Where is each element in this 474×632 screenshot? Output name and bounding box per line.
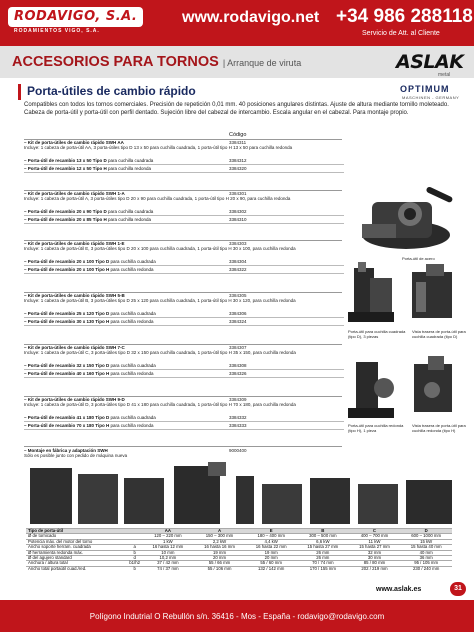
- table-row: [26, 566, 452, 571]
- phone-number[interactable]: +34 986 288118: [336, 6, 473, 27]
- header-cell: A: [194, 529, 246, 534]
- cell: 600 – 1000 mm: [400, 534, 452, 539]
- kit-code: 3384311: [229, 140, 247, 145]
- item-desc: para cuchilla redonda: [110, 267, 154, 272]
- cell: 150 – 300 mm: [194, 534, 246, 539]
- kit-name: – Kit de porta-útiles de cambio rápido SWH 9-D: [24, 397, 125, 402]
- item-desc: para cuchilla redonda: [110, 319, 154, 324]
- kit-entry: [24, 241, 344, 251]
- item-name: – Porta-útil de recambio 20 x 85 Tipo H: [24, 217, 107, 222]
- cell: 10,2 mm: [142, 556, 194, 561]
- item-desc: para cuchilla cuadrada: [110, 415, 156, 420]
- cell: Ø de tornicado: [26, 534, 127, 539]
- list-item: [24, 209, 344, 216]
- item-code: 3384322: [229, 267, 247, 272]
- optimum-logo-sub: MASCHINEN - GERMANY: [402, 95, 460, 100]
- item-desc: para cuchilla cuadrada: [107, 209, 154, 214]
- website-link[interactable]: www.rodavigo.net: [182, 9, 320, 26]
- divider: [24, 446, 342, 447]
- cell: 4,4 kW: [245, 539, 297, 544]
- service-label: Servicio de Att. al Cliente: [362, 30, 440, 37]
- steel-tool-post-image: [348, 180, 460, 256]
- header-cell: B: [297, 529, 349, 534]
- item-code: 3384333: [229, 423, 247, 428]
- item-desc: para cuchilla cuadrada: [110, 363, 156, 368]
- cell: Ancho total portaútil cuad./red.: [26, 566, 127, 571]
- aslak-url[interactable]: www.aslak.es: [376, 586, 422, 593]
- cell: b: [127, 566, 142, 571]
- kit-code: 3384309: [229, 397, 247, 402]
- kit-description: Incluye: 1 cabeza de porta-útil D, 3 porta-útiles tipo D 41 x 180 para cuchilla cuadrada, 1 porta-útil tipo H 70 x 180, para cuchilla redonda: [24, 402, 296, 408]
- cell: 15 hasta 40 mm: [400, 545, 452, 550]
- cell: Potencia máx. del motor del torno: [26, 539, 127, 544]
- cell: 180 – 400 mm: [245, 534, 297, 539]
- cell: Ancho soporte herram. cuadrada: [26, 545, 127, 550]
- round-holder-rear-image: [408, 356, 460, 422]
- caption-rear-h: Vista trasera de porta-útil para cuchilla redonda (tipo H): [412, 423, 466, 433]
- footer-address: Polígono Indutrial O Rebullón s/n. 36416 - Mos - España - rodavigo@rodavigo.com: [89, 612, 385, 621]
- section-title-text: ACCESORIOS PARA TORNOS: [12, 54, 219, 70]
- cell: 55 / 60 mm: [245, 561, 297, 566]
- cell: 16 hasta 12 mm: [142, 545, 194, 550]
- cell: 6,6 kW: [297, 539, 349, 544]
- cell: b1/h2: [129, 560, 141, 566]
- kit-name: – Kit de porta-útiles de cambio rápido SWH 7-C: [24, 345, 125, 350]
- cell: 120 – 220 mm: [142, 534, 194, 539]
- item-name: – Porta-útil de recambio 13 x 50 Tipo D: [24, 158, 107, 163]
- page-number: 31: [450, 582, 466, 596]
- kit-code: 3384307: [229, 345, 247, 350]
- aslak-logo: ASLAK: [396, 51, 464, 73]
- kit-entry: [24, 140, 344, 150]
- item-code: 3384320: [229, 166, 247, 171]
- item-desc: para cuchilla redonda: [107, 217, 151, 222]
- list-item: [24, 415, 344, 422]
- list-item: [24, 319, 344, 326]
- cell: 19 mm: [194, 550, 246, 555]
- cell: 19 mm: [245, 550, 297, 555]
- item-code: 3384308: [229, 363, 247, 368]
- cell: 74 / 37 mm: [142, 566, 194, 571]
- cell: 85 / 80 mm: [349, 561, 401, 566]
- footer-bar: [0, 600, 474, 632]
- list-item: [24, 423, 344, 430]
- logo-subtext: RODAMIENTOS VIGO, S.A.: [14, 28, 100, 34]
- header-cell: C: [349, 529, 401, 534]
- item-name: – Porta-útil de recambio 25 x 120 Tipo D: [24, 311, 110, 316]
- item-desc: para cuchilla cuadrada: [110, 311, 156, 316]
- header-bar: [0, 0, 474, 46]
- kit-entry: [24, 345, 344, 355]
- cell: 16 hasta 16 mm: [194, 545, 246, 550]
- list-item: [24, 267, 344, 274]
- kit-entry: [24, 191, 344, 201]
- item-name: – Porta-útil de recambio 20 x 100 Tipo D: [24, 259, 110, 264]
- cell: 1 kW: [142, 539, 194, 544]
- item-name: – Porta-útil de recambio 20 x 90 Tipo D: [24, 209, 107, 214]
- cell: 32 mm: [349, 550, 401, 555]
- mount-name: – Montaje en fábrica y adaptación SWH: [24, 448, 108, 453]
- aslak-logo-sub: metal: [438, 72, 451, 78]
- header-cell: AA: [142, 529, 194, 534]
- item-code: 3384310: [229, 217, 247, 222]
- cell: Anchura / altura total: [26, 561, 127, 566]
- item-desc: para cuchilla redonda: [110, 423, 154, 428]
- cell: 36 mm: [400, 556, 452, 561]
- list-item: [24, 371, 344, 378]
- list-item: [24, 259, 344, 266]
- cell: 20 mm: [245, 556, 297, 561]
- item-desc: para cuchilla cuadrada: [110, 259, 156, 264]
- cell: 40 mm: [400, 550, 452, 555]
- header-cell: Tipo de porta-útil: [26, 529, 127, 534]
- header-cell: D: [400, 529, 452, 534]
- mount-code: 9000400: [229, 448, 247, 453]
- cell: 2,2 kW: [194, 539, 246, 544]
- spec-table: [26, 528, 452, 571]
- item-code: 3384332: [229, 415, 247, 420]
- cell: 300 – 500 mm: [297, 534, 349, 539]
- kit-description: Incluye: 1 cabeza de porta-útil A, 3 porta-útiles tipo D 20 x 90 para cuchilla cuadrada, 1 porta-útil tipo H 20 x 90, para cuchilla redonda: [24, 196, 291, 202]
- square-holder-rear-image: [408, 262, 460, 328]
- cell: 15 kW: [400, 539, 452, 544]
- cell: 16 hasta 22 mm: [245, 545, 297, 550]
- item-code: 3384306: [229, 311, 247, 316]
- kit-entry: [24, 397, 344, 407]
- cell: 55 / 66 mm: [194, 561, 246, 566]
- optimum-logo: OPTIMUM: [400, 84, 450, 94]
- kit-description: Incluye: 1 cabeza de porta-útil E, 3 porta-útiles tipo D 20 x 100 para cuchilla cuadrada, 1 porta-útil tipo H 30 x 100, para cuchilla redonda: [24, 246, 296, 252]
- cell: 400 – 700 mm: [349, 534, 401, 539]
- item-code: 3384326: [229, 371, 247, 376]
- product-intro: Compatibles con todos los tornos comerciales. Precisión de repetición 0,01 mm. 40 posiciones angulares distintas. Ajuste de altura mediante tornillo moleteado. Cabeza de porta-útil y porta-útil con perfil dentado. Sujeción libre del cabezal de intercambio. Escala angular en el cabezal. Para montaje propio.: [24, 102, 449, 116]
- logo-text: RODAVIGO, S.A.: [8, 7, 143, 27]
- cell: 15 hasta 27 mm: [349, 545, 401, 550]
- list-item: [24, 166, 344, 173]
- item-code: 3384302: [229, 209, 247, 214]
- list-item: [24, 311, 344, 318]
- item-name: – Porta-útil de recambio 12 x 50 Tipo H: [24, 166, 107, 171]
- square-holder-image: [348, 262, 400, 328]
- caption-square-d: Porta-útil para cuchilla cuadrada (tipo D), 3 piezas: [348, 329, 406, 339]
- list-item: [24, 158, 344, 165]
- kit-description: Incluye: 1 cabeza de porta-útil C, 3 porta-útiles tipo D 32 x 150 para cuchilla cuadrada, 1 porta-útil tipo H 35 x 150, para cuchilla redonda: [24, 350, 296, 356]
- product-title-box: [18, 84, 464, 100]
- cell: 26 mm: [297, 556, 349, 561]
- item-name: – Porta-útil de recambio 30 x 130 Tipo H: [24, 319, 110, 324]
- mount-entry: [24, 448, 344, 458]
- cell: 132 / 142 mm: [245, 566, 297, 571]
- product-title: Porta-útiles de cambio rápido: [27, 84, 196, 98]
- kit-entry: [24, 293, 344, 303]
- cell: 95 / 105 mm: [400, 561, 452, 566]
- item-name: – Porta-útil de recambio 20 x 100 Tipo H: [24, 267, 110, 272]
- cell: 202 / 219 mm: [349, 566, 401, 571]
- kit-name: – Kit de porta-útiles de cambio rápido SWH 1-A: [24, 191, 125, 196]
- kit-code: 3384301: [229, 191, 247, 196]
- cell: 55 / 106 mm: [194, 566, 246, 571]
- kit-name: – Kit de porta-útiles de cambio rápido SWH 1-E: [24, 241, 125, 246]
- item-desc: para cuchilla redonda: [110, 371, 154, 376]
- header-cell: E: [245, 529, 297, 534]
- code-column-header: Código: [229, 132, 247, 138]
- item-code: 3384304: [229, 259, 247, 264]
- cell: 20 mm: [194, 556, 246, 561]
- list-item: [24, 217, 344, 224]
- cell: 26 mm: [297, 550, 349, 555]
- item-code: 3384324: [229, 319, 247, 324]
- cell: 37 / 42 mm: [142, 561, 194, 566]
- kit-description: Incluye: 1 cabeza de porta-útil AA, 3 porta-útiles tipo D 13 x 50 para cuchilla cuadrada, 1 porta-útil tipo H 13 x 50 para cuchilla redonda: [24, 145, 293, 151]
- caption-round-h: Porta-útil para cuchilla redonda (tipo H), 1 pieza: [348, 423, 404, 433]
- section-subtitle: | Arranque de viruta: [222, 58, 302, 68]
- cell: 70 / 74 mm: [297, 561, 349, 566]
- list-item: [24, 363, 344, 370]
- mount-description: Sólo es posible junto con pedido de máquina nueva: [24, 453, 128, 459]
- item-name: – Porta-útil de recambio 41 x 180 Tipo D: [24, 415, 110, 420]
- cell: 11 kW: [349, 539, 401, 544]
- item-code: 3384312: [229, 158, 247, 163]
- cell: 10 mm: [142, 550, 194, 555]
- item-name: – Porta-útil de recambio 32 x 150 Tipo D: [24, 363, 110, 368]
- item-desc: para cuchilla redonda: [107, 166, 151, 171]
- cell: b: [127, 550, 142, 555]
- kit-description: Incluye: 1 cabeza de porta-útil B, 3 porta-útiles tipo D 25 x 120 para cuchilla cuadrada, 1 porta-útil tipo H 30 x 120, para cuchilla redonda: [24, 298, 296, 304]
- item-desc: para cuchilla cuadrada: [107, 158, 154, 163]
- item-name: – Porta-útil de recambio 40 x 160 Tipo H: [24, 371, 110, 376]
- cell: d: [127, 556, 142, 561]
- cell: 170 / 155 mm: [297, 566, 349, 571]
- caption-steel: Porta-útil de acero: [402, 256, 435, 261]
- kit-code: 3384303: [229, 241, 247, 246]
- cell: 15 hasta 27 mm: [297, 545, 349, 550]
- cell: 230 / 240 mm: [400, 566, 452, 571]
- kit-name: – Kit de porta-útiles de cambio rápido SWH AA: [24, 140, 124, 145]
- section-title: [12, 54, 301, 70]
- cell: 30 mm: [349, 556, 401, 561]
- kit-code: 3384305: [229, 293, 247, 298]
- round-holder-image: [348, 356, 400, 422]
- rodavigo-logo[interactable]: [8, 7, 156, 37]
- caption-rear-d: Vista trasera de porta-útil para cuchilla cuadrada (tipo D): [412, 329, 466, 339]
- cell: Ø herramienta redonda máx.: [26, 550, 127, 555]
- cell: a: [127, 545, 142, 550]
- tool-holder-lineup-image: [26, 462, 456, 526]
- kit-name: – Kit de porta-útiles de cambio rápido SWH 5-B: [24, 293, 125, 298]
- item-name: – Porta-útil de recambio 70 x 180 Tipo H: [24, 423, 110, 428]
- cell: Ø del agujero standard: [26, 556, 127, 561]
